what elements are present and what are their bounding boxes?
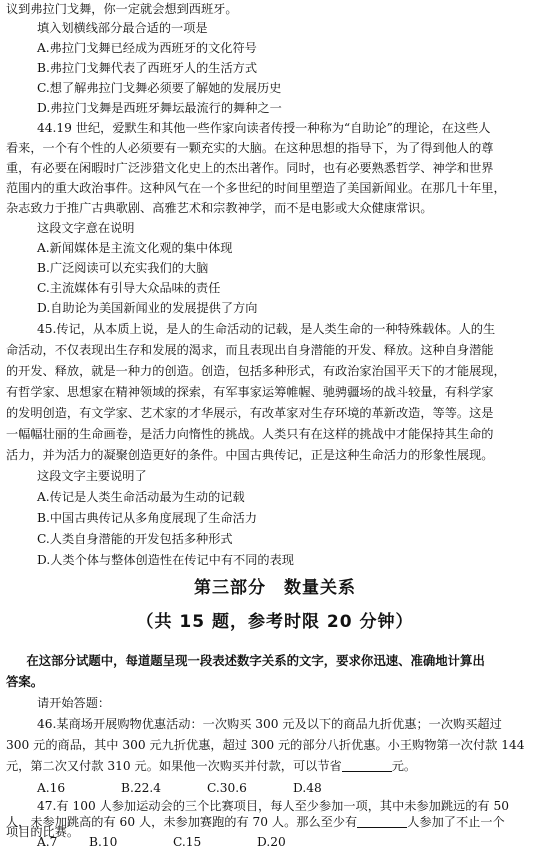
q45-passage-line: 活力，并为活力的凝聚创造更好的条件。中国古典传记，正是这种生命活力的形象性展现。 [6,448,494,462]
q44-passage-line: 范围内的重大政治事件。这种风气在一个多世纪的时间里塑造了美国新闻业。在那几十年里， [6,181,506,195]
q43-stem: 填入划横线部分最合适的一项是 [37,21,208,35]
q44-option-d: D.自助论为美国新闻业的发展提供了方向 [37,301,258,315]
q46-option-b: B.22.4 [121,781,161,795]
q46-text-line [0,757,550,776]
start-prompt: 请开始答题： [37,696,111,710]
q45-passage-line: 的发明创造，有文学家、艺术家的才华展示，有改革家对生存环境的革新改造，等等。这是 [6,406,494,420]
q47-text-segment: 人参加了不止一个 [407,815,505,829]
q45-passage-line: 有哲学家、思想家在精神领域的探索，有军事家运筹帷幄、驰骋疆场的战斗较量，有科学家 [6,385,494,399]
q45-passage-line: 45.传记，从本质上说，是人的生命活动的记载，是人类生命的一种特殊载体。人的生 [37,322,496,336]
q46-option-d: D.48 [293,781,322,795]
q47-text-line: 47.有 100 人参加运动会的三个比赛项目，每人至少参加一项，其中未参加跳远的有 50 [37,799,509,813]
q43-option-b: B.弗拉门戈舞代表了西班牙人的生活方式 [37,61,258,75]
q45-option-a: A.传记是人类生命活动最为生动的记载 [37,490,245,504]
q44-option-b: B.广泛阅读可以充实我们的大脑 [37,261,209,275]
q45-passage-line: 的开发、释放，就是一种力的创造。创造，包括多种形式，有政治家治国平天下的才能展现， [6,364,506,378]
q45-passage-line: 命活动，不仅表现出生存和发展的渴求，而且表现出自身潜能的开发、释放。这种自身潜能 [6,343,494,357]
q44-passage-line: 看来，一个有个性的人必须要有一颗充实的大脑。在这种思想的指导下，为了得到他人的尊 [6,141,494,155]
q46-text-line: 46.某商场开展购物优惠活动：一次购买 300 元及以下的商品九折优惠；一次购买超过 [37,717,502,731]
q46-option-c: C.30.6 [207,781,247,795]
q46-option-a: A.16 [37,781,66,795]
q47-option-d: D.20 [257,836,286,848]
q43-option-d: D.弗拉门戈舞是西班牙舞坛最流行的舞种之一 [37,101,282,115]
q45-option-d: D.人类个体与整体创造性在传记中有不同的表现 [37,553,294,567]
section-title: 第三部分 数量关系 [194,578,356,598]
q44-option-c: C.主流媒体有引导大众品味的责任 [37,281,221,295]
q44-passage-line: 杂志致力于推广古典歌剧、高雅艺术和宗教神学，而不是电影或大众健康常识。 [6,201,433,215]
q44-passage-line: 重，有必要在闲暇时广泛涉猎文化史上的杰出著作。同时，也有必要熟悉哲学、神学和世界 [6,161,494,175]
q46-text-segment: 元，第二次又付款 310 元。如果他一次购买并付款，可以节省 [6,759,342,773]
q46-text-segment: 元。 [391,759,417,773]
q47-option-a: A.7 [37,836,58,848]
q43-text-line: 议到弗拉门戈舞，你一定就会想到西班牙。 [6,2,238,16]
q44-passage-line: 44.19 世纪，爱默生和其他一些作家向读者传授一种称为“自助论”的理论，在这些人 [37,121,491,135]
q47-text-line: 项目的比赛。 [6,826,80,838]
q43-option-c: C.想了解弗拉门戈舞必须要了解她的发展历史 [37,81,282,95]
section-intro-line: 在这部分试题中，每道题呈现一段表述数字关系的文字，要求你迅速、准确地计算出 [14,653,485,668]
q45-passage-line: 一幅幅壮丽的生命画卷，是活力向惰性的挑战。人类只有在这样的挑战中才能保持其生命的 [6,427,494,441]
section-intro-line: 答案。 [6,674,44,689]
answer-blank [342,759,392,772]
answer-blank [357,815,407,828]
q47-option-b: B.10 [89,836,118,848]
q44-stem: 这段文字意在说明 [37,221,135,235]
q45-stem: 这段文字主要说明了 [37,469,147,483]
q47-option-c: C.15 [173,836,202,848]
q47-text-segment: 人，未参加跳高的有 60 人，未参加赛跑的有 70 人。那么至少有 [6,815,358,829]
q47-options [0,836,550,848]
q46-text-line: 300 元的商品，其中 300 元九折优惠，超过 300 元的部分八折优惠。小王购物第一次付款 144 [6,738,525,752]
q45-option-b: B.中国古典传记从多角度展现了生命活力 [37,511,258,525]
q45-option-c: C.人类自身潜能的开发包括多种形式 [37,532,233,546]
q43-option-a: A.弗拉门戈舞已经成为西班牙的文化符号 [37,41,257,55]
q46-options [0,779,550,798]
section-subtitle: （共 15 题，参考时限 20 分钟） [136,612,414,632]
q44-option-a: A.新闻媒体是主流文化观的集中体现 [37,241,233,255]
